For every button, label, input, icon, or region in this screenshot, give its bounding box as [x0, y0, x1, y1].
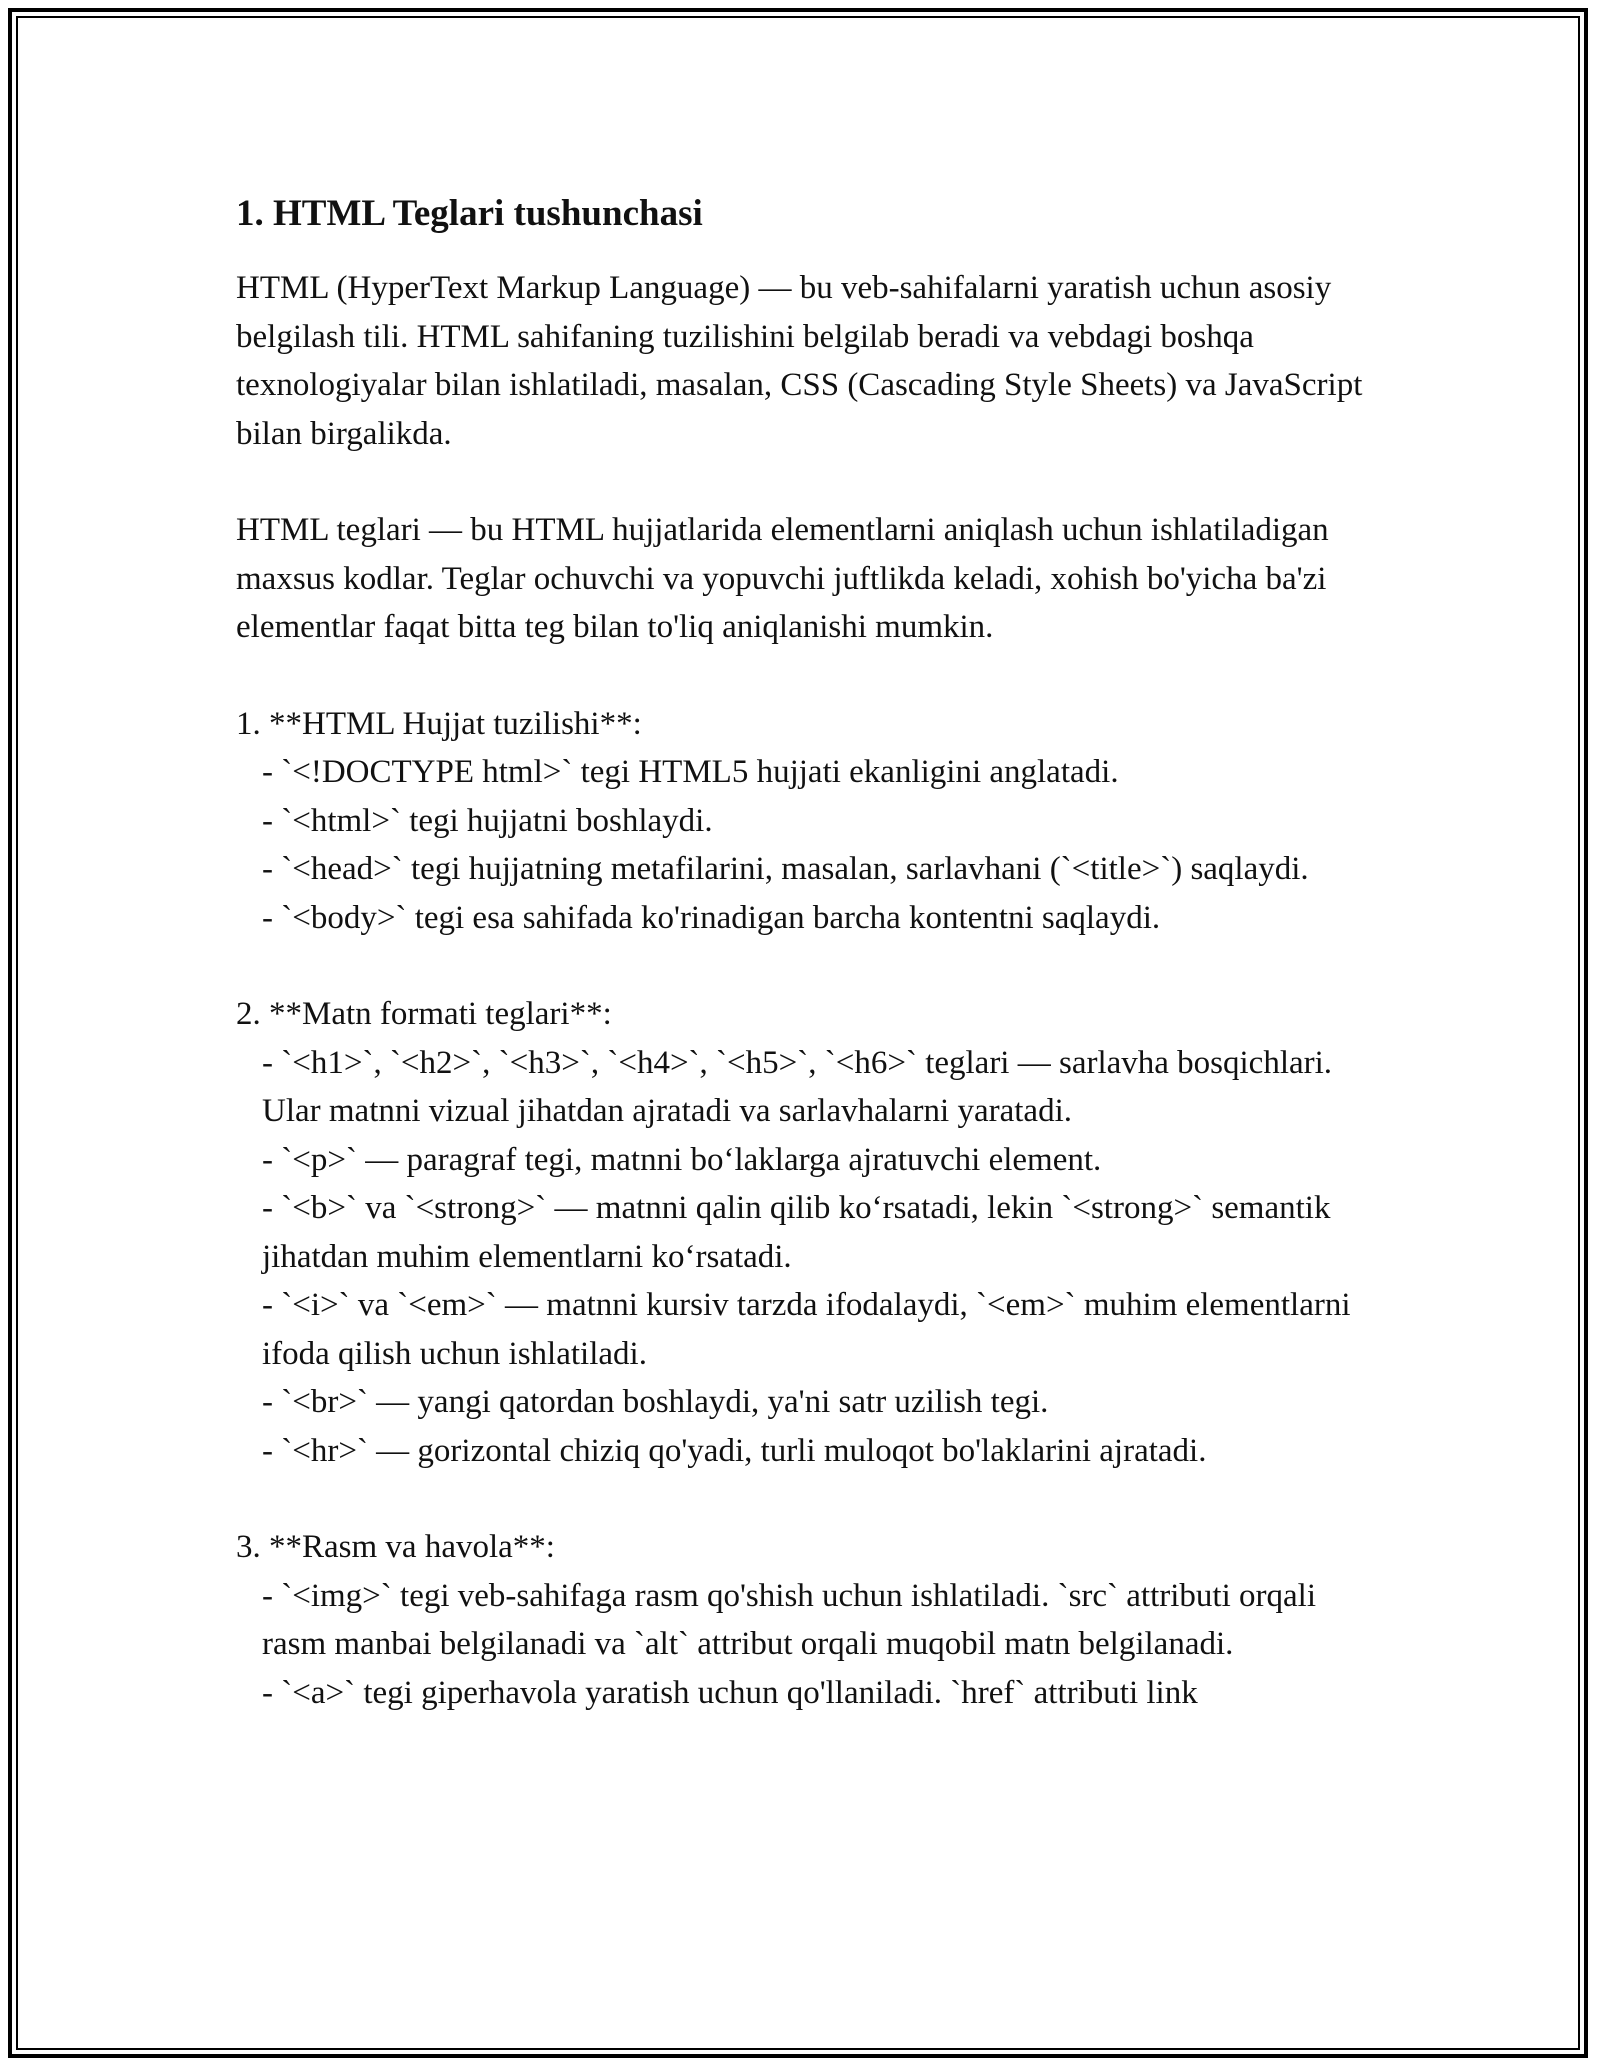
document-title: 1. HTML Teglari tushunchasi: [236, 193, 703, 234]
intro-paragraph: HTML (HyperText Markup Language) — bu veb-sahifalarni yaratish uchun asosiy belgilash tili. HTML sahifaning tuzilishini belgilab beradi va vebdagi boshqa texnologiyalar bilan ishlatiladi, masalan, CSS (Cascading Style Sheets) va JavaScript bilan birgalikda.: [236, 270, 1363, 452]
list-item: - `<a>` tegi giperhavola yaratish uchun qo'llaniladi. `href` attributi link: [262, 1674, 1198, 1711]
list-item: - `<img>` tegi veb-sahifaga rasm qo'shish uchun ishlatiladi. `src` attributi orqali rasm manbai belgilanadi va `alt` attribut orqali muqobil matn belgilanadi.: [262, 1577, 1325, 1662]
list-item: - `<html>` tegi hujjatni boshlaydi.: [262, 802, 713, 839]
list-item: - `<hr>` — gorizontal chiziq qo'yadi, turli muloqot bo'laklarini ajratadi.: [262, 1432, 1207, 1469]
section-image-and-link: [236, 1523, 1376, 1717]
list-item: - `<p>` — paragraf tegi, matnni bo‘laklarga ajratuvchi element.: [262, 1141, 1102, 1178]
section-heading: 1. **HTML Hujjat tuzilishi**:: [236, 705, 642, 742]
list-item: - `<h1>`, `<h2>`, `<h3>`, `<h4>`, `<h5>`, `<h6>` teglari — sarlavha bosqichlari. Ular matnni vizual jihatdan ajratadi va sarlavhalarni yaratadi.: [262, 1044, 1341, 1129]
list-item: - `<i>` va `<em>` — matnni kursiv tarzda ifodalaydi, `<em>` muhim elementlarni ifoda qilish uchun ishlatiladi.: [262, 1287, 1359, 1372]
list-item: - `<head>` tegi hujjatning metafilarini, masalan, sarlavhani (`<title>`) saqlaydi.: [262, 851, 1309, 887]
list-item: - `<!DOCTYPE html>` tegi HTML5 hujjati ekanligini anglatadi.: [262, 754, 1119, 790]
section-document-structure: [236, 700, 1376, 943]
list-item: - `<b>` va `<strong>` — matnni qalin qilib ko‘rsatadi, lekin `<strong>` semantik jihatdan muhim elementlarni ko‘rsatadi.: [262, 1190, 1339, 1275]
section-heading: 2. **Matn formati teglari**:: [236, 996, 612, 1032]
list-item: - `<br>` — yangi qatordan boshlaydi, ya'ni satr uzilish tegi.: [262, 1384, 1049, 1420]
section-text-format-tags: [236, 990, 1376, 1475]
tags-paragraph: HTML teglari — bu HTML hujjatlarida elementlarni aniqlash uchun ishlatiladigan maxsus kodlar. Teglar ochuvchi va yopuvchi juftlikda keladi, xohish bo'yicha ba'zi elementlar faqat bitta teg bilan to'liq aniqlanishi mumkin.: [236, 512, 1329, 645]
document-body: [236, 186, 1376, 1765]
list-item: - `<body>` tegi esa sahifada ko'rinadigan barcha kontentni saqlaydi.: [262, 899, 1161, 936]
section-heading: 3. **Rasm va havola**:: [236, 1529, 555, 1565]
